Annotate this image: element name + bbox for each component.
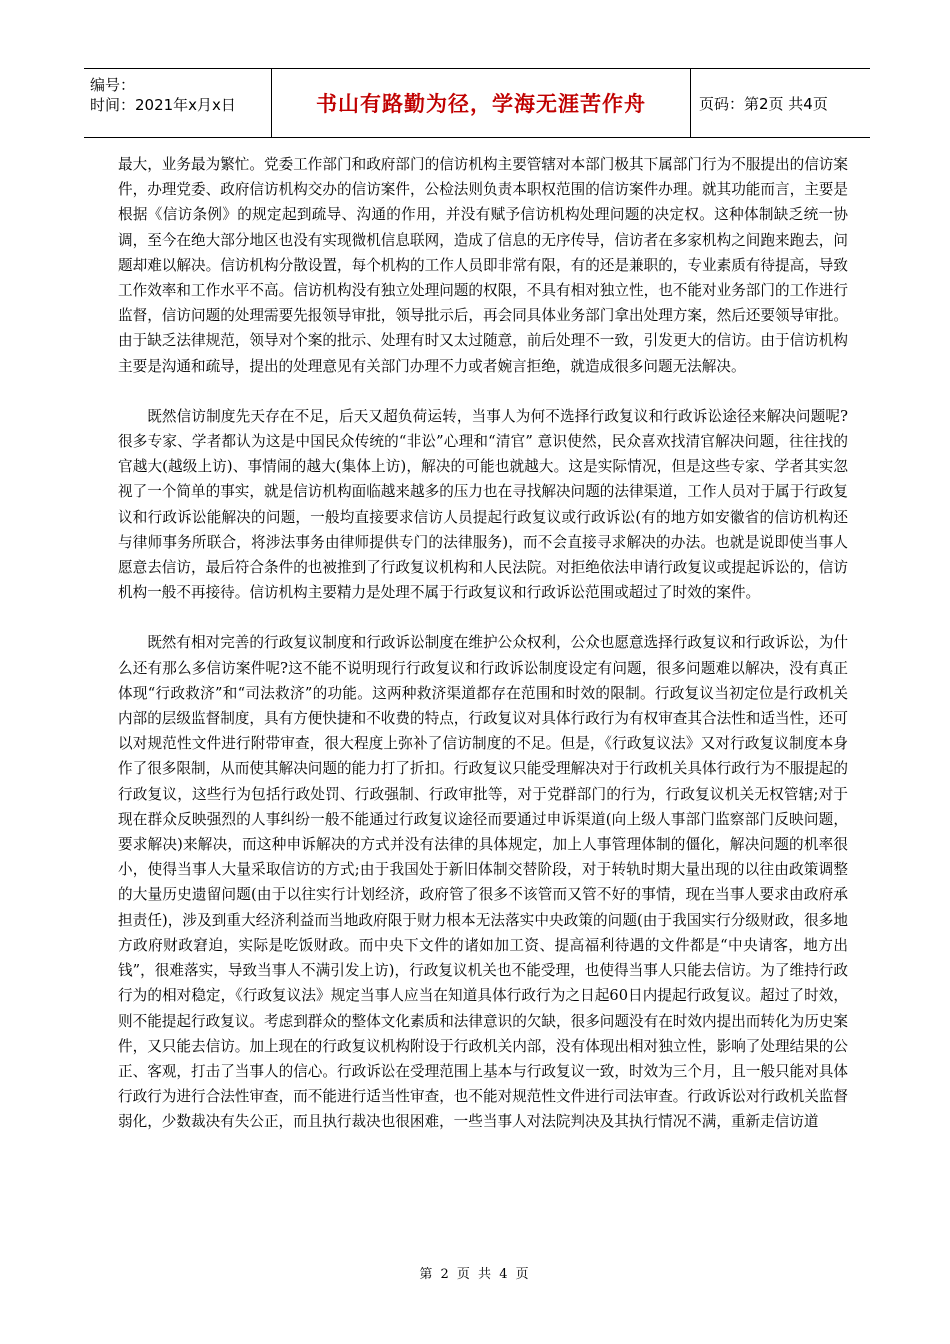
header-motto: 书山有路勤为径，学海无涯苦作舟 (272, 69, 691, 137)
body-paragraph: 既然信访制度先天存在不足，后天又超负荷运转，当事人为何不选择行政复议和行政诉讼途径来解决问题呢?很多专家、学者都认为这是中国民众传统的“非讼”心理和“清官” 意识使然，民众喜欢找清官解决问题，往往找的官越大(越级上访)、事情闹的越大(集体上访)，解决的可能也就越大。这是实际情况，但是这些专家、学者其实忽视了一个简单的事实，就是信访机构面临越来越多的压力也在寻找解决问题的法律渠道，工作人员对于属于行政复议和行政诉讼能解决的问题，一般均直接要求信访人员提起行政复议或行政诉讼(有的地方如安徽省的信访机构还与律师事务所联合，将涉法事务由律师提供专门的法律服务)，而不会直接寻求解决的办法。也就是说即使当事人愿意去信访，最后符合条件的也被推到了行政复议机构和人民法院。对拒绝依法申请行政复议或提起诉讼的，信访机构一般不再接待。信访机构主要精力是处理不属于行政复议和行政诉讼范围或超过了时效的案件。 (118, 407, 848, 602)
header-meta (84, 69, 272, 137)
body-paragraph: 最大，业务最为繁忙。党委工作部门和政府部门的信访机构主要管辖对本部门极其下属部门行为不服提出的信访案件，办理党委、政府信访机构交办的信访案件，公检法则负责本职权范围的信访案件办理。就其功能而言，主要是根据《信访条例》的规定起到疏导、沟通的作用，并没有赋予信访机构处理问题的决定权。这种体制缺乏统一协调，至今在绝大部分地区也没有实现微机信息联网，造成了信息的无序传导，信访者在多家机构之间跑来跑去，问题却难以解决。信访机构分散设置，每个机构的工作人员即非常有限，有的还是兼职的，专业素质有待提高，导致工作效率和工作水平不高。信访机构没有独立处理问题的权限，不具有相对独立性，也不能对业务部门的工作进行监督，信访问题的处理需要先报领导审批，领导批示后，再会同具体业务部门拿出处理方案，然后还要领导审批。由于缺乏法律规范，领导对个案的批示、处理有时又太过随意，前后处理不一致，引发更大的信访。由于信访机构主要是沟通和疏导，提出的处理意见有关部门办理不力或者婉言拒绝，就造成很多问题无法解决。 (118, 156, 848, 375)
document-time-label: 时间：2021年x月x日 (90, 96, 236, 114)
page-header (84, 68, 870, 138)
document-body (118, 152, 848, 1160)
page-footer: 第 2 页 共 4 页 (419, 1267, 531, 1282)
header-page-info: 页码：第2页 共4页 (699, 94, 828, 113)
body-paragraph: 既然有相对完善的行政复议制度和行政诉讼制度在维护公众权利，公众也愿意选择行政复议和行政诉讼，为什么还有那么多信访案件呢?这不能不说明现行行政复议和行政诉讼制度设定有问题，很多问题难以解决，没有真正体现“行政救济”和“司法救济”的功能。这两种救济渠道都存在范围和时效的限制。行政复议当初定位是行政机关内部的层级监督制度，具有方便快捷和不收费的特点，行政复议对具体行政行为有权审查其合法性和适当性，还可以对规范性文件进行附带审查，很大程度上弥补了信访制度的不足。但是，《行政复议法》又对行政复议制度本身作了很多限制，从而使其解决问题的能力打了折扣。行政复议只能受理解决对于行政机关具体行政行为不服提起的行政复议，这些行为包括行政处罚、行政强制、行政审批等，对于党群部门的行为，行政复议机关无权管辖;对于现在群众反映强烈的人事纠纷一般不能通过行政复议途径而要通过申诉渠道(向上级人事部门监察部门反映问题，要求解决)来解决，而这种申诉解决的方式并没有法律的具体规定，加上人事管理体制的僵化，解决问题的机率很小，使得当事人大量采取信访的方式;由于我国处于新旧体制交替阶段，对于转轨时期大量出现的以往由政策调整的大量历史遗留问题(由于以往实行计划经济，政府管了很多不该管而又管不好的事情，现在当事人要求由政府承担责任)，涉及到重大经济利益而当地政府限于财力根本无法落实中央政策的问题(由于我国实行分级财政，很多地方政府财政窘迫，实际是吃饭财政。而中央下文件的诸如加工资、提高福利待遇的文件都是“中央请客，地方出钱”，很难落实，导致当事人不满引发上访)，行政复议机关也不能受理，也使得当事人只能去信访。为了维持行政行为的相对稳定，《行政复议法》规定当事人应当在知道具体行政行为之日起60日内提起行政复议。超过了时效，则不能提起行政复议。考虑到群众的整体文化素质和法律意识的欠缺，很多问题没有在时效内提出而转化为历史案件，又只能去信访。加上现在的行政复议机构附设于行政机关内部，没有体现出相对独立性，影响了处理结果的公正、客观，打击了当事人的信心。行政诉讼在受理范围上基本与行政复议一致，时效为三个月，且一般只能对具体行政行为进行合法性审查，而不能进行适当性审查，也不能对规范性文件进行司法审查。行政诉讼对行政机关监督弱化，少数裁决有失公正，而且执行裁决也很困难，一些当事人对法院判决及其执行情况不满，重新走信访道 (118, 634, 848, 1131)
document-number-label: 编号： (90, 76, 136, 94)
